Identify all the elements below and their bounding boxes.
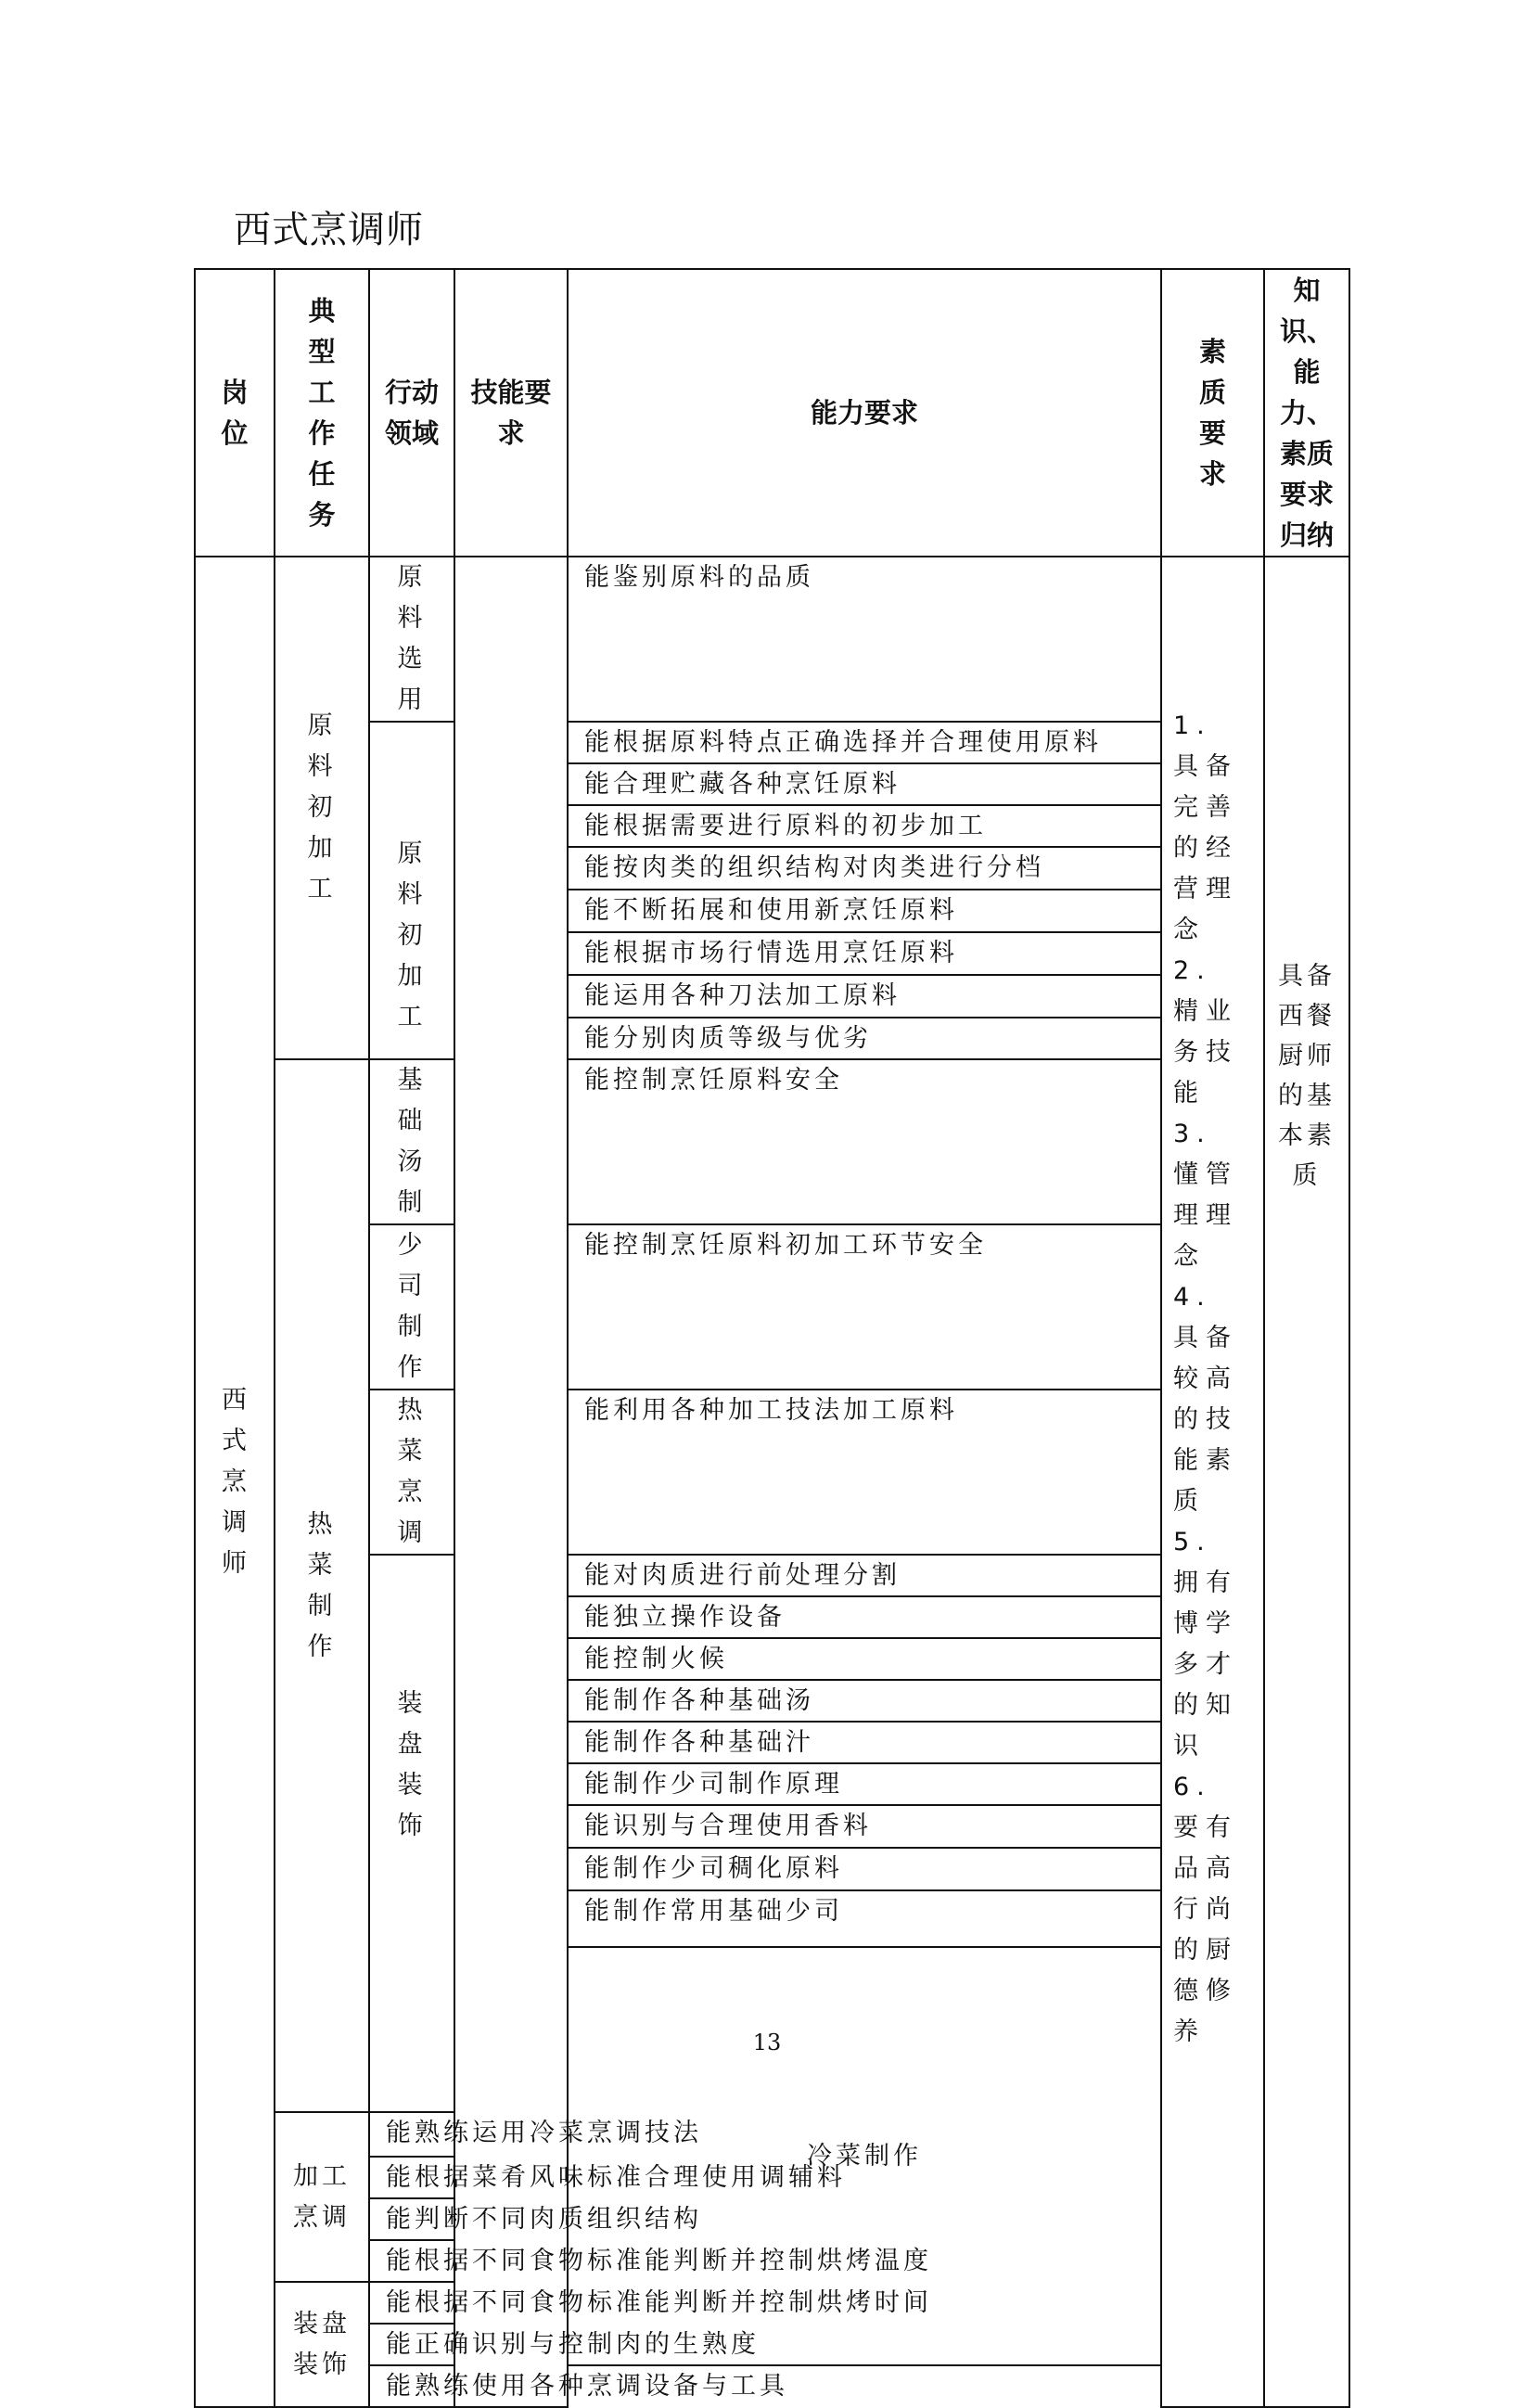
ability-cell: 能制作常用基础少司 (568, 1890, 1161, 1947)
domain-cell: 装盘装饰 (369, 1555, 454, 2112)
domain-cell: 原料选用 (369, 557, 454, 722)
ability-cell: 能根据需要进行原料的初步加工 (568, 805, 1161, 847)
ability-cell: 能制作各种基础汁 (568, 1722, 1161, 1763)
ability-cell: 能根据原料特点正确选择并合理使用原料 (568, 722, 1161, 763)
ability-cell: 能分别肉质等级与优劣 (568, 1018, 1161, 1059)
ability-cell: 能不断拓展和使用新烹饪原料 (568, 890, 1161, 932)
ability-cell: 能判断不同肉质组织结构 (369, 2198, 454, 2240)
domain-cell: 加工烹调 (275, 2112, 369, 2282)
ability-cell: 能根据不同食物标准能判断并控制烘烤时间 (369, 2282, 454, 2324)
table-row (195, 557, 1349, 722)
ability-cell: 能识别与合理使用香料 (568, 1805, 1161, 1848)
header-ability: 能力要求 (568, 269, 1161, 557)
ability-cell: 能独立操作设备 (568, 1596, 1161, 1638)
task-cell: 冷菜制作 (568, 1947, 1161, 2365)
domain-cell: 装盘装饰 (275, 2282, 369, 2407)
ability-cell: 能根据菜肴风味标准合理使用调辅料 (369, 2157, 454, 2198)
ability-cell: 能控制烹饪原料初加工环节安全 (568, 1224, 1161, 1390)
ability-cell: 能制作少司制作原理 (568, 1763, 1161, 1805)
ability-cell: 能熟练使用各种烹调设备与工具 (369, 2365, 454, 2407)
header-task: 典型工作任务 (275, 269, 369, 557)
task-cell: 原料初加工 (275, 557, 369, 1059)
quality-cell: 1. 具备完善的经营理念 2. 精业务技能 3. 懂管理理念 4. 具备较高的技能素质 5. 拥有博学多才的知识 6. 要有品高行尚的厨德修养 (1161, 557, 1264, 2407)
ability-cell: 能鉴别原料的品质 (568, 557, 1161, 722)
domain-cell: 热菜烹调 (369, 1390, 454, 1555)
ability-cell: 能制作各种基础汤 (568, 1680, 1161, 1722)
header-position: 岗位 (195, 269, 275, 557)
domain-cell: 原料初加工 (369, 722, 454, 1059)
ability-cell: 能根据不同食物标准能判断并控制烘烤温度 (369, 2240, 454, 2282)
skills-table (194, 268, 1350, 2408)
ability-cell: 能制作少司稠化原料 (568, 1848, 1161, 1890)
task-cell: 热菜制作 (275, 1059, 369, 2112)
page-title: 西式烹调师 (234, 209, 424, 251)
summary-cell: 具备西餐厨师的基本素质 (1264, 557, 1349, 2407)
domain-cell: 少司制作 (369, 1224, 454, 1390)
header-quality: 素质要求 (1161, 269, 1264, 557)
ability-cell: 能根据市场行情选用烹饪原料 (568, 932, 1161, 975)
ability-cell: 能合理贮藏各种烹饪原料 (568, 763, 1161, 805)
header-skill: 技能要求 (454, 269, 568, 557)
page-number: 13 (752, 2030, 782, 2056)
ability-cell: 能正确识别与控制肉的生熟度 (369, 2324, 454, 2365)
ability-cell: 能运用各种刀法加工原料 (568, 975, 1161, 1018)
ability-cell: 能控制火候 (568, 1638, 1161, 1680)
domain-cell: 基础汤制 (369, 1059, 454, 1224)
ability-cell: 能控制烹饪原料安全 (568, 1059, 1161, 1224)
ability-cell: 能利用各种加工技法加工原料 (568, 1390, 1161, 1555)
position-cell: 西式烹调师 (195, 557, 275, 2407)
ability-cell: 能按肉类的组织结构对肉类进行分档 (568, 847, 1161, 890)
ability-cell: 能对肉质进行前处理分割 (568, 1555, 1161, 1596)
header-domain: 行动领域 (369, 269, 454, 557)
ability-cell: 能熟练运用冷菜烹调技法 (369, 2112, 454, 2157)
header-summary: 知识、能力、素质要求归纳 (1264, 269, 1349, 557)
header-row (195, 269, 1349, 557)
